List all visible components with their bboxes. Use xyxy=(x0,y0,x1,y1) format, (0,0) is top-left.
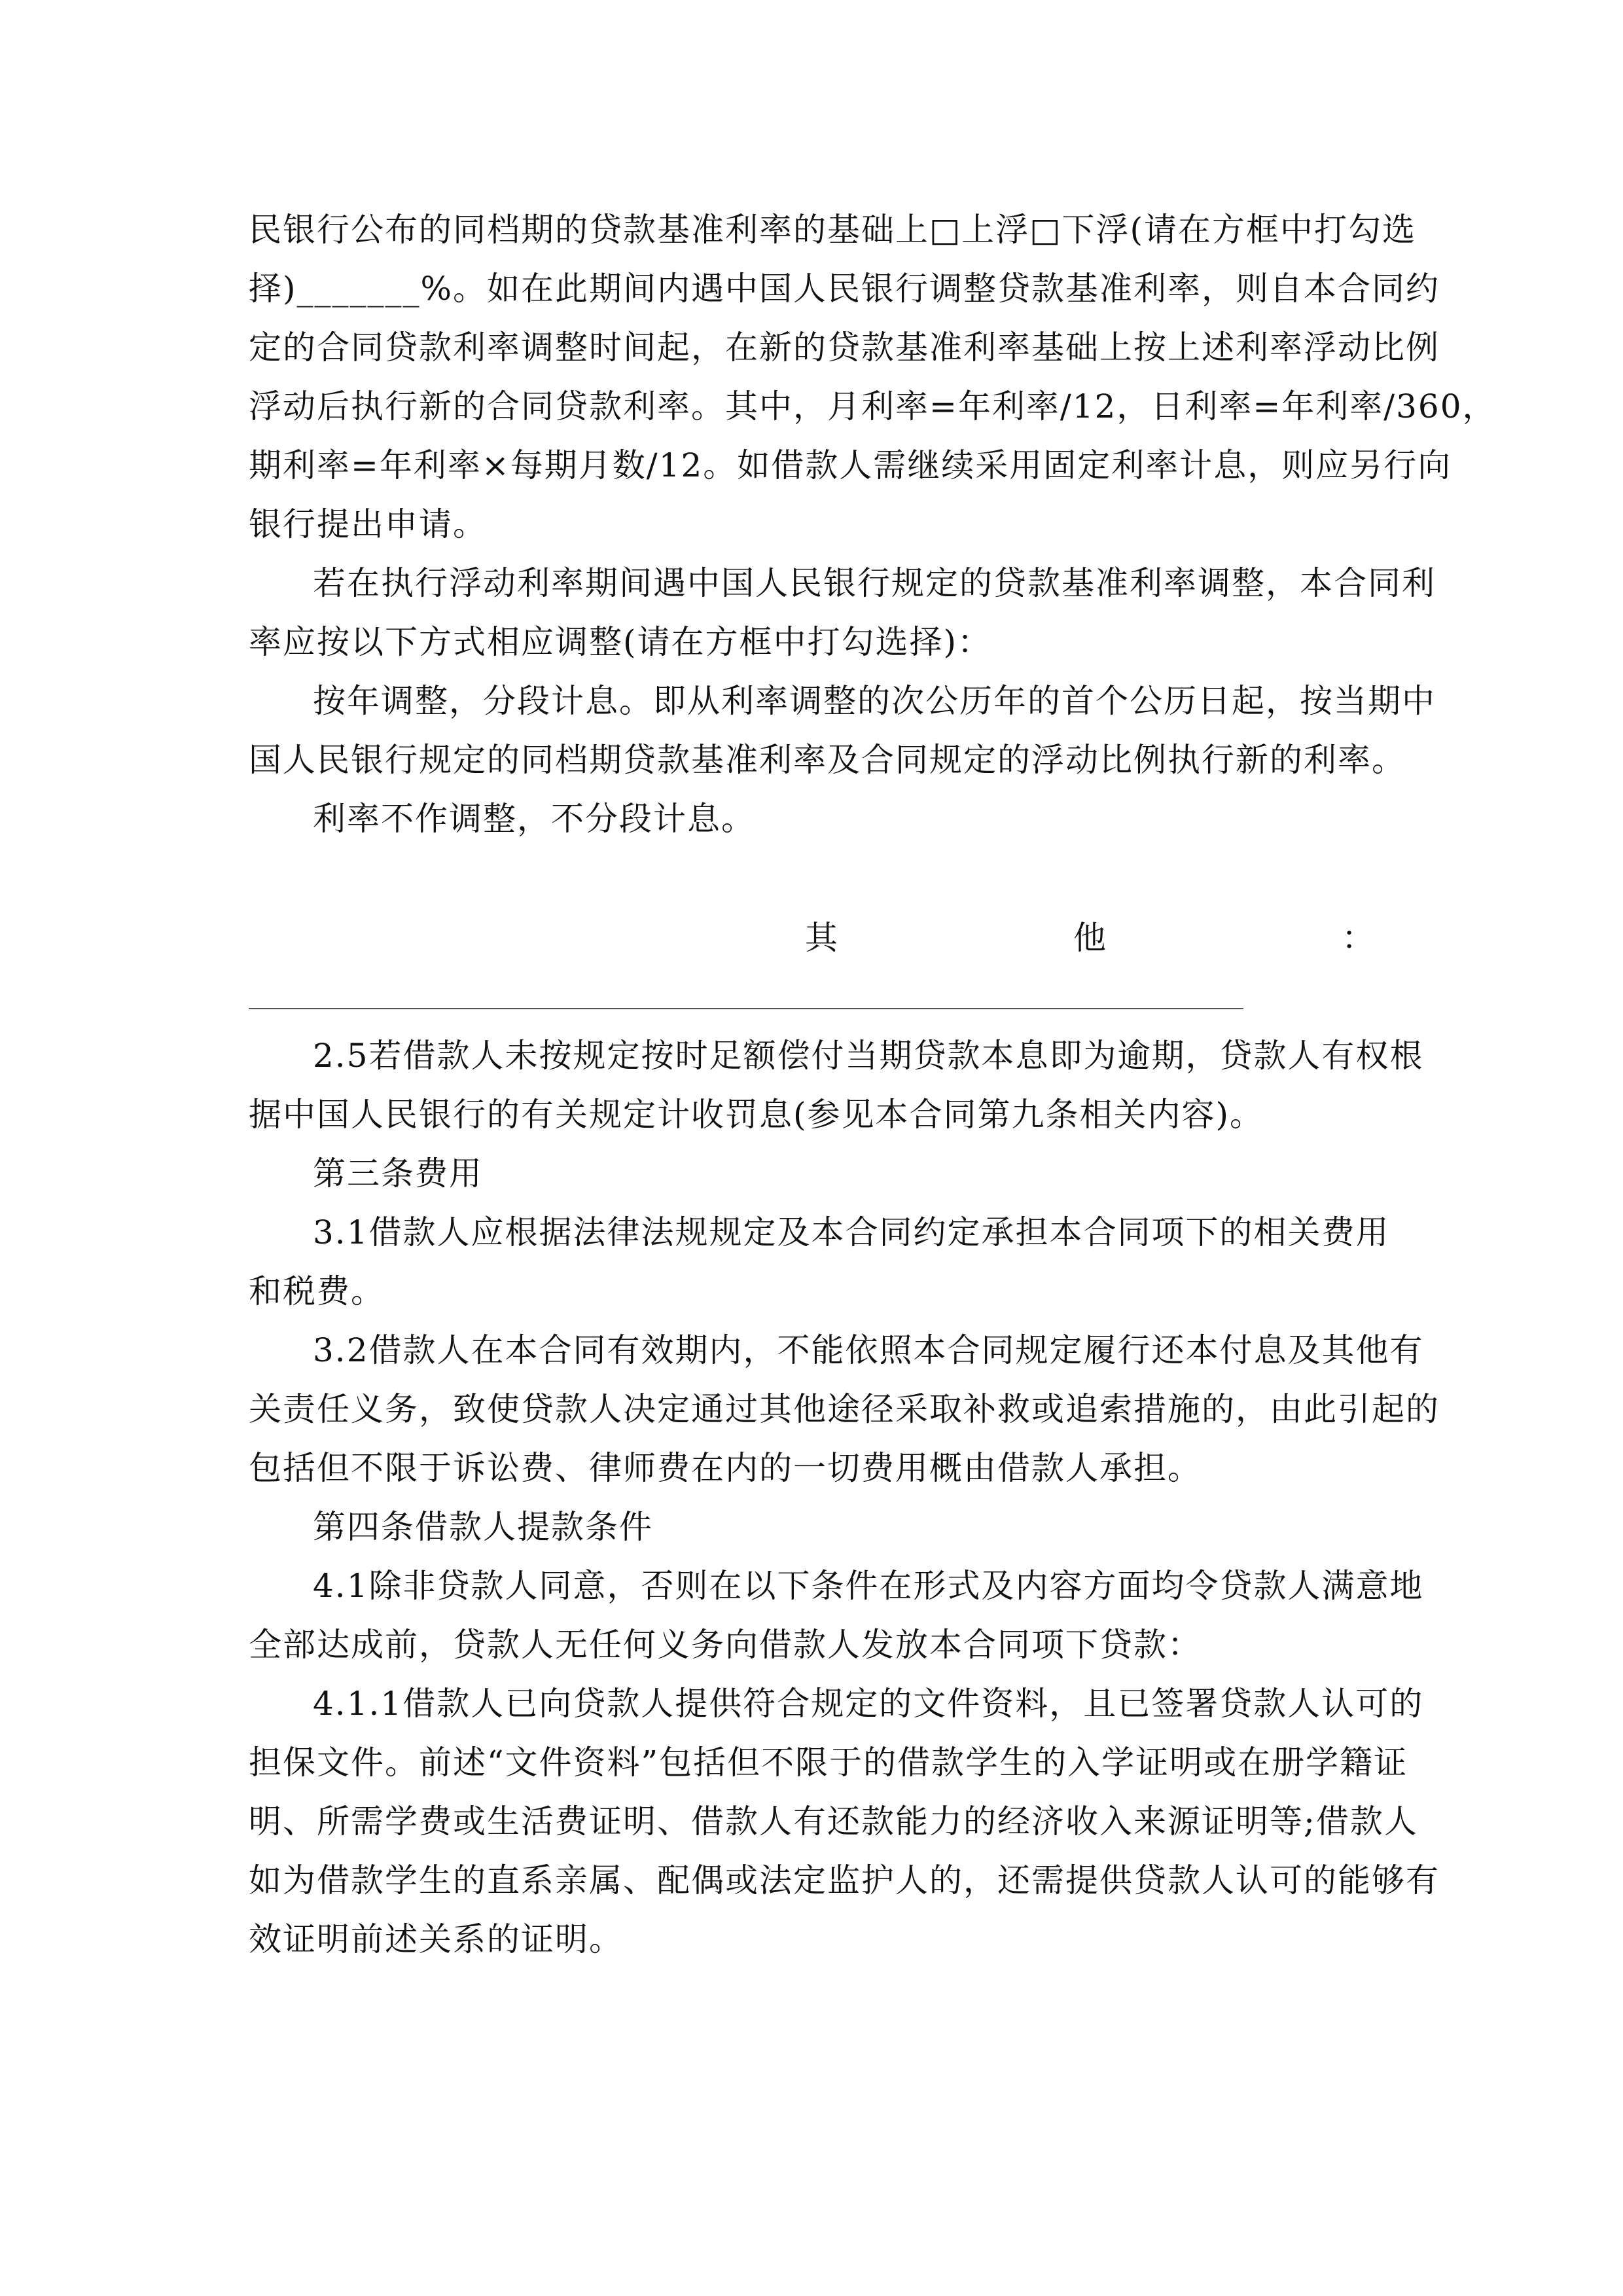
text-line-5: 期利率=年利率×每期月数/12。如借款人需继续采用固定利率计息，则应另行向 xyxy=(249,446,1452,484)
other-label-part-2: 他 xyxy=(1073,919,1106,957)
text-line-28: 效证明前述关系的证明。 xyxy=(249,1920,623,1958)
text-line-13: 2.5若借款人未按规定按时足额偿付当期贷款本息即为逾期，贷款人有权根 xyxy=(313,1037,1424,1075)
text-line-27: 如为借款学生的直系亲属、配偶或法定监护人的，还需提供贷款人认可的能够有 xyxy=(249,1861,1440,1899)
text-line-18: 3.2借款人在本合同有效期内，不能依照本合同规定履行还本付息及其他有 xyxy=(313,1331,1424,1369)
other-label-colon: ： xyxy=(1342,919,1374,957)
text-line-14: 据中国人民银行的有关规定计收罚息(参见本合同第九条相关内容)。 xyxy=(249,1096,1264,1134)
text-line-9: 按年调整，分段计息。即从利率调整的次公历年的首个公历日起，按当期中 xyxy=(313,682,1436,720)
text-line-23: 全部达成前，贷款人无任何义务向借款人发放本合同项下贷款： xyxy=(249,1626,1202,1664)
section-heading-article-4: 第四条借款人提款条件 xyxy=(313,1508,653,1546)
section-heading-article-3: 第三条费用 xyxy=(313,1155,483,1193)
text-line-25: 担保文件。前述“文件资料”包括但不限于的借款学生的入学证明或在册学籍证 xyxy=(249,1744,1408,1782)
text-line-7: 若在执行浮动利率期间遇中国人民银行规定的贷款基准利率调整，本合同利 xyxy=(313,564,1436,602)
text-line-16: 3.1借款人应根据法律法规规定及本合同约定承担本合同项下的相关费用 xyxy=(313,1213,1390,1251)
text-line-22: 4.1除非贷款人同意，否则在以下条件在形式及内容方面均令贷款人满意地 xyxy=(313,1567,1424,1605)
text-line-17: 和税费。 xyxy=(249,1272,385,1310)
text-line-26: 明、所需学费或生活费证明、借款人有还款能力的经济收入来源证明等;借款人 xyxy=(249,1803,1418,1840)
text-line-1: 民银行公布的同档期的贷款基准利率的基础上□上浮□下浮(请在方框中打勾选 xyxy=(249,211,1416,249)
text-line-19: 关责任义务，致使贷款人决定通过其他途径采取补救或追索措施的，由此引起的 xyxy=(249,1390,1440,1428)
text-line-8: 率应按以下方式相应调整(请在方框中打勾选择)： xyxy=(249,623,992,661)
text-line-20: 包括但不限于诉讼费、律师费在内的一切费用概由借款人承担。 xyxy=(249,1449,1202,1487)
fill-in-blank-line xyxy=(249,1008,1243,1009)
text-line-3: 定的合同贷款利率调整时间起，在新的贷款基准利率基础上按上述利率浮动比例 xyxy=(249,329,1440,367)
text-line-2: 择)_______%。如在此期间内遇中国人民银行调整贷款基准利率，则自本合同约 xyxy=(249,270,1440,308)
text-line-11: 利率不作调整，不分段计息。 xyxy=(313,800,755,838)
text-line-4: 浮动后执行新的合同贷款利率。其中，月利率=年利率/12，日利率=年利率/360， xyxy=(249,387,1497,425)
text-line-10: 国人民银行规定的同档期贷款基准利率及合同规定的浮动比例执行新的利率。 xyxy=(249,741,1406,779)
other-label-part-1: 其 xyxy=(805,919,838,957)
text-line-24: 4.1.1借款人已向贷款人提供符合规定的文件资料，且已签署贷款人认可的 xyxy=(313,1685,1424,1723)
text-line-6: 银行提出申请。 xyxy=(249,505,487,543)
